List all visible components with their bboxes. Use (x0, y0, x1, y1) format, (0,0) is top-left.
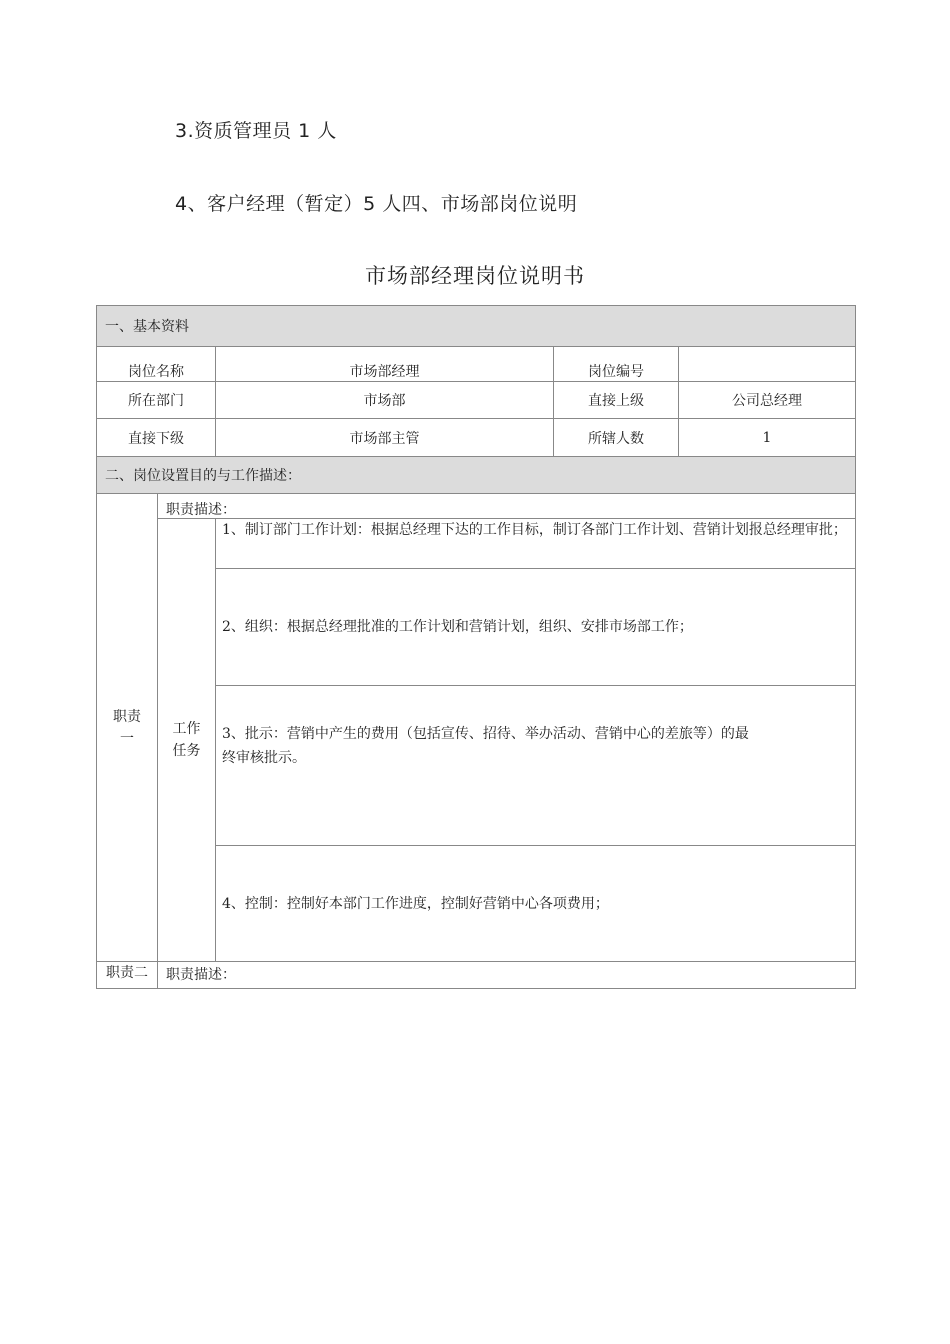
table-row (97, 419, 856, 457)
job-description-table (96, 305, 856, 989)
task-item-4: 4、控制：控制好本部门工作进度，控制好营销中心各项费用； (216, 846, 856, 962)
document-title: 市场部经理岗位说明书 (365, 264, 585, 288)
task-item-3 (216, 686, 856, 846)
section-purpose-header: 二、岗位设置目的与工作描述： (97, 457, 856, 494)
task-item-1: 1、制订部门工作计划：根据总经理下达的工作目标，制订各部门工作计划、营销计划报总经理审批； (216, 519, 856, 569)
cell-department-value: 市场部 (216, 382, 554, 419)
duty-one-label (97, 494, 158, 962)
work-task-label-text: 工作任务 (172, 721, 201, 759)
duty-two-label: 职责二 (97, 962, 158, 989)
cell-headcount-label: 所辖人数 (554, 419, 679, 457)
cell-supervisor-label: 直接上级 (554, 382, 679, 419)
intro-line-1: 3.资质管理员 1 人 (175, 120, 337, 142)
cell-position-name-label: 岗位名称 (97, 347, 216, 382)
cell-position-code-value (679, 347, 856, 382)
cell-headcount-value: 1 (679, 419, 856, 457)
cell-position-code-label: 岗位编号 (554, 347, 679, 382)
intro-line-2: 4、客户经理（暂定）5 人四、市场部岗位说明 (175, 193, 578, 215)
cell-subordinate-label: 直接下级 (97, 419, 216, 457)
duty-two-description-label: 职责描述： (158, 962, 856, 989)
task-item-3-line-1: 3、批示：营销中产生的费用（包括宣传、招待、举办活动、营销中心的差旅等）的最 (222, 725, 749, 742)
work-task-label (158, 519, 216, 962)
section-basic-info-header: 一、基本资料 (97, 306, 856, 347)
task-item-3-line-2: 终审核批示。 (222, 749, 306, 766)
duty-one-label-text: 职责一 (113, 708, 141, 747)
cell-position-name-value: 市场部经理 (216, 347, 554, 382)
duty-one-description-label: 职责描述： (158, 494, 856, 519)
task-item-2: 2、组织：根据总经理批准的工作计划和营销计划，组织、安排市场部工作； (216, 569, 856, 686)
cell-supervisor-value: 公司总经理 (679, 382, 856, 419)
cell-subordinate-value: 市场部主管 (216, 419, 554, 457)
table-row (97, 347, 856, 382)
cell-department-label: 所在部门 (97, 382, 216, 419)
table-row (97, 382, 856, 419)
